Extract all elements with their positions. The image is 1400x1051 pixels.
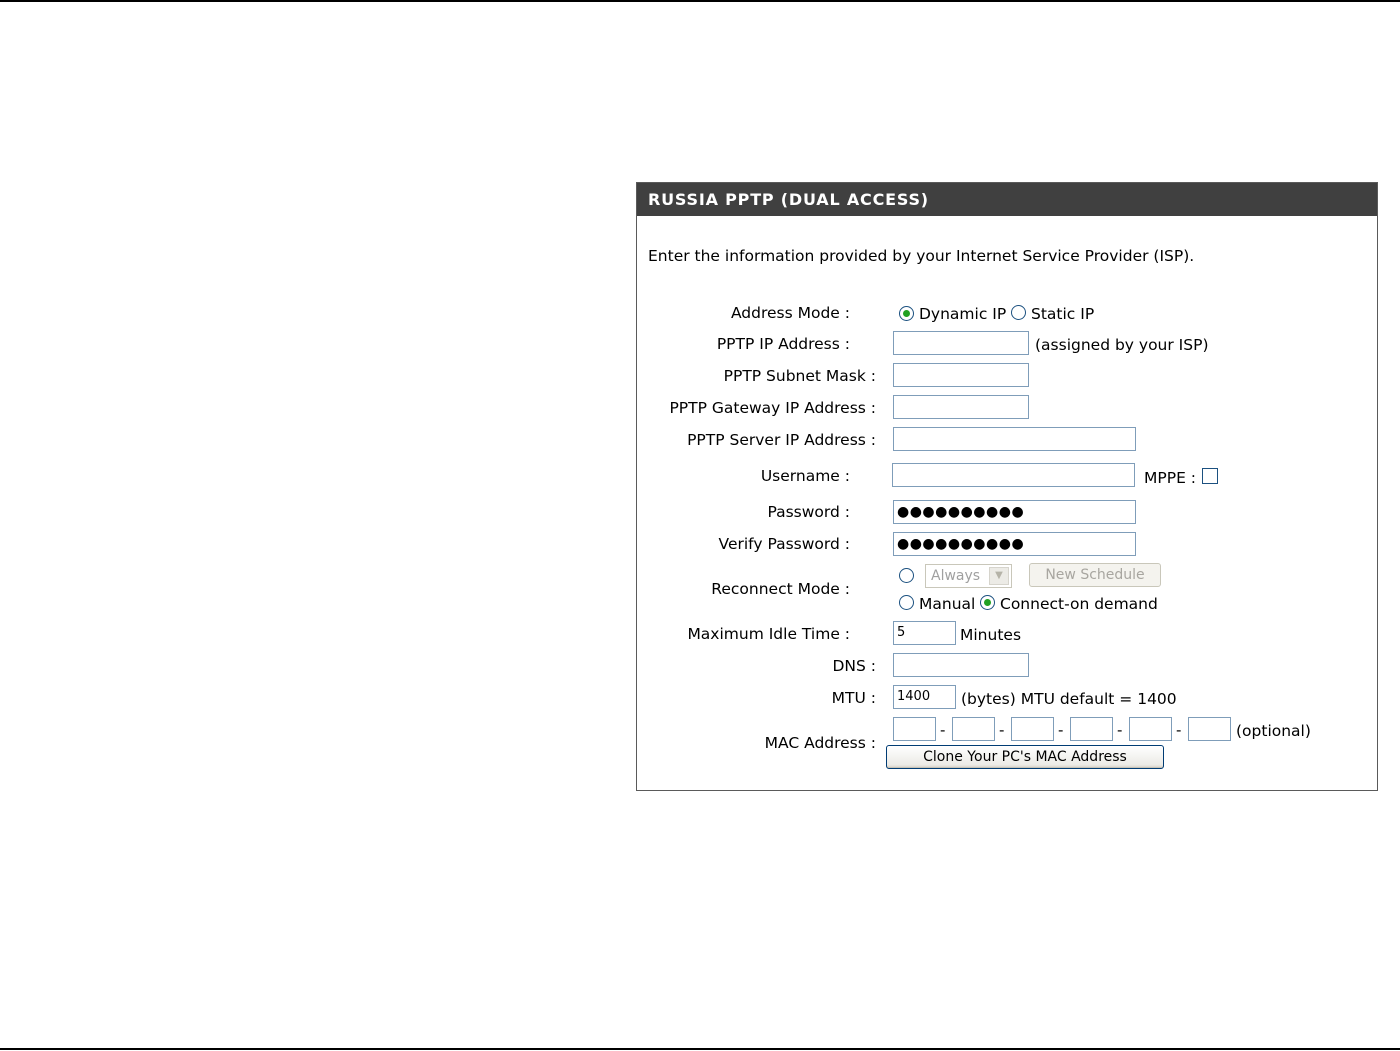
mac-separator: - [1117,721,1123,739]
static-ip-radio[interactable] [1011,305,1026,320]
pptp-settings-panel [636,182,1378,791]
mac-octet-2[interactable] [952,717,995,741]
mac-octet-3[interactable] [1011,717,1054,741]
mppe-checkbox[interactable] [1202,468,1218,484]
mac-octet-6[interactable] [1188,717,1231,741]
pptp-subnet-label: PPTP Subnet Mask : [723,367,876,385]
verify-password-label: Verify Password : [718,535,850,553]
reconnect-always-radio[interactable] [899,568,914,583]
pptp-ip-label: PPTP IP Address : [716,335,850,353]
dynamic-ip-radio[interactable] [899,306,914,321]
manual-radio[interactable] [899,595,914,610]
max-idle-label: Maximum Idle Time : [687,625,850,643]
password-label: Password : [767,503,850,521]
mtu-hint: (bytes) MTU default = 1400 [961,690,1177,708]
schedule-select[interactable] [925,564,1012,588]
mac-separator: - [1058,721,1064,739]
mac-separator: - [999,721,1005,739]
mac-octet-5[interactable] [1129,717,1172,741]
pptp-ip-hint: (assigned by your ISP) [1035,336,1209,354]
chevron-down-icon: ▼ [989,567,1009,585]
reconnect-mode-label: Reconnect Mode : [711,580,850,598]
bottom-rule [0,1048,1400,1050]
mac-octet-4[interactable] [1070,717,1113,741]
panel-title: RUSSIA PPTP (DUAL ACCESS) [637,183,1377,216]
max-idle-unit: Minutes [960,626,1022,644]
max-idle-input[interactable]: 5 [893,621,956,645]
verify-password-input[interactable]: ●●●●●●●●●● [893,532,1136,556]
mac-separator: - [940,721,946,739]
password-input[interactable]: ●●●●●●●●●● [893,500,1136,524]
connect-on-demand-radio[interactable] [980,595,995,610]
dns-input[interactable] [893,653,1029,677]
new-schedule-button[interactable]: New Schedule [1029,563,1161,587]
connect-on-demand-label: Connect-on demand [1000,595,1158,613]
pptp-subnet-input[interactable] [893,363,1029,387]
clone-mac-button[interactable]: Clone Your PC's MAC Address [886,745,1164,769]
top-rule [0,0,1400,2]
dynamic-ip-label: Dynamic IP [919,305,1007,323]
schedule-select-value: Always [931,568,981,584]
mac-octet-1[interactable] [893,717,936,741]
static-ip-label: Static IP [1031,305,1095,323]
dns-label: DNS : [832,657,876,675]
username-label: Username : [760,467,850,485]
pptp-server-label: PPTP Server IP Address : [687,431,876,449]
username-input[interactable] [892,463,1135,487]
mtu-label: MTU : [831,689,876,707]
mtu-input[interactable]: 1400 [893,685,956,709]
manual-label: Manual [919,595,976,613]
mac-address-label: MAC Address : [764,734,876,752]
mppe-label: MPPE : [1144,469,1197,487]
pptp-server-input[interactable] [893,427,1136,451]
mac-optional-hint: (optional) [1236,722,1311,740]
address-mode-label: Address Mode : [730,304,850,322]
pptp-gateway-input[interactable] [893,395,1029,419]
intro-text: Enter the information provided by your Internet Service Provider (ISP). [648,247,1195,265]
pptp-ip-input[interactable] [893,331,1029,355]
mac-separator: - [1176,721,1182,739]
pptp-gateway-label: PPTP Gateway IP Address : [669,399,876,417]
